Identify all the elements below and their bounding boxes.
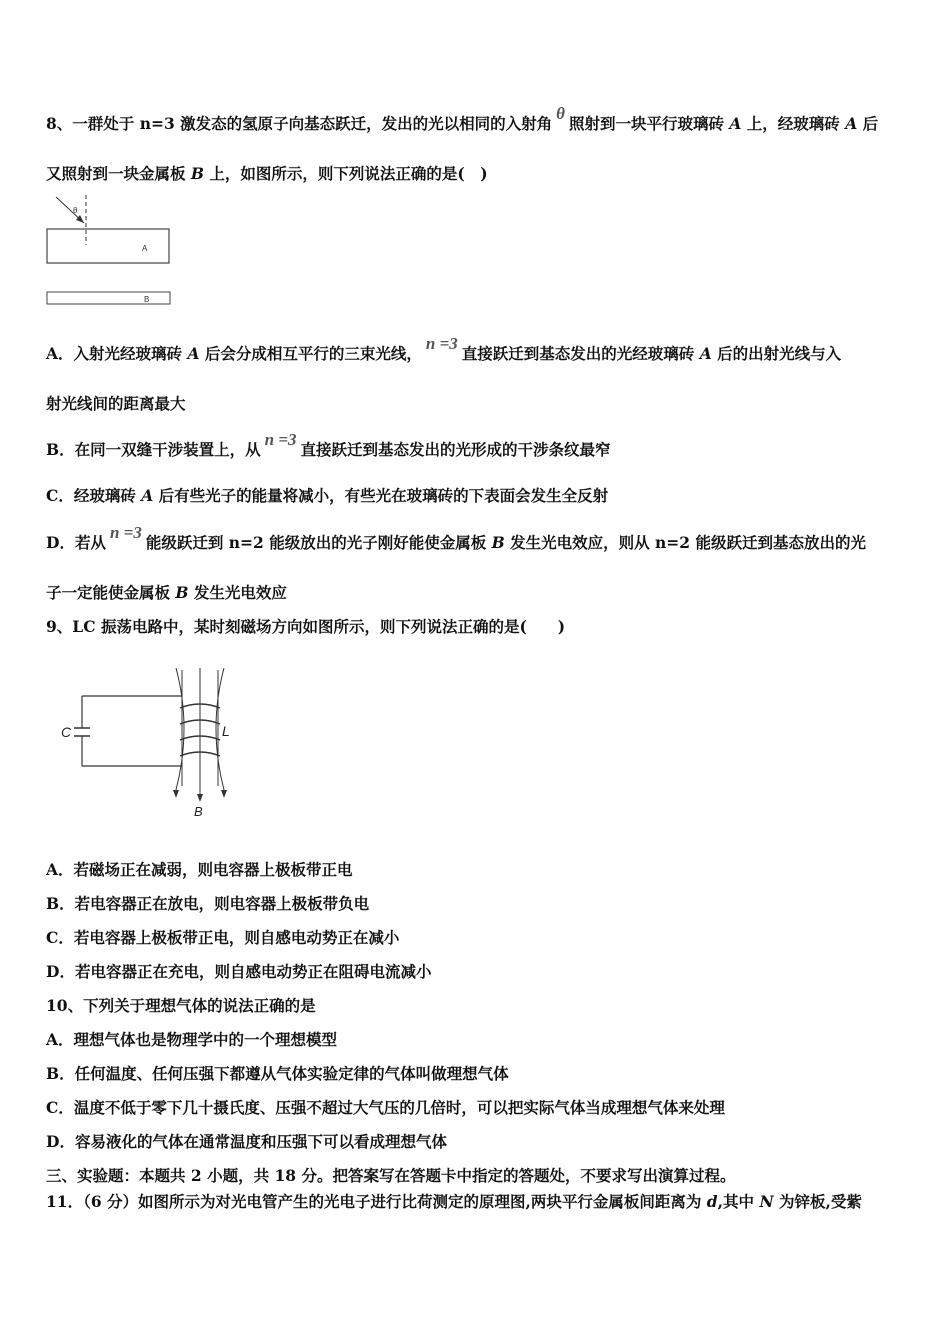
q10-option-d: D．容易液化的气体在通常温度和压强下可以看成理想气体	[46, 1132, 447, 1151]
brick-label-A: A	[142, 244, 148, 253]
q8-option-a-line1: A．入射光经玻璃砖 A 后会分成相互平行的三束光线，n =3直接跃迁到基态发出的光经玻璃砖 A 后的出射光线与入	[46, 334, 842, 363]
q8-stem-line2: 又照射到一块金属板 B 上，如图所示，则下列说法正确的是( )	[46, 164, 488, 183]
field-arrow-left	[173, 790, 179, 798]
q8-figure	[44, 193, 174, 308]
section-3-heading: 三、实验题：本题共 2 小题，共 18 分。把答案写在答题卡中指定的答题处，不要求写出演算过程。	[46, 1166, 736, 1185]
theta-symbol: θ	[556, 104, 565, 123]
q8-option-c: C．经玻璃砖 A 后有些光子的能量将减小，有些光在玻璃砖的下表面会发生全反射	[46, 486, 609, 505]
q9-option-d: D．若电容器正在充电，则自感电动势正在阻碍电流减小	[46, 962, 432, 981]
q8-option-d-line1: D．若从n =3能级跃迁到 n=2 能级放出的光子刚好能使金属板 B 发生光电效应，则从 n=2 能级跃迁到基态放出的光	[46, 523, 866, 552]
metal-plate-B	[47, 292, 170, 304]
q11-stem: 11．（6 分）如图所示为对光电管产生的光电子进行比荷测定的原理图,两块平行金属板间距离为 d,其中 N 为锌板,受紫	[46, 1192, 862, 1211]
q8-option-b: B．在同一双缝干涉装置上，从n =3直接跃迁到基态发出的光形成的干涉条纹最窄	[46, 430, 611, 459]
magnetic-field-label: B	[194, 804, 203, 819]
glass-brick-A	[47, 229, 169, 263]
q10-stem: 10、下列关于理想气体的说法正确的是	[46, 996, 316, 1015]
field-arrow-middle	[197, 794, 203, 802]
q9-stem: 9、LC 振荡电路中，某时刻磁场方向如图所示，则下列说法正确的是( )	[46, 617, 566, 636]
field-arrow-right	[221, 790, 227, 798]
q10-option-c: C．温度不低于零下几十摄氏度、压强不超过大气压的几倍时，可以把实际气体当成理想气体来处理	[46, 1098, 725, 1117]
q9-option-b: B．若电容器正在放电，则电容器上极板带负电	[46, 894, 370, 913]
q8-option-d-line2: 子一定能使金属板 B 发生光电效应	[46, 583, 287, 602]
q8-stem-line1: 8、一群处于 n=3 激发态的氢原子向基态跃迁，发出的光以相同的入射角θ照射到一块平行玻璃砖 A 上，经玻璃砖 A 后	[46, 104, 879, 133]
q10-option-a: A．理想气体也是物理学中的一个理想模型	[46, 1030, 338, 1049]
plate-label-B: B	[144, 295, 150, 304]
capacitor-label: C	[61, 724, 72, 740]
q10-option-b: B．任何温度、任何压强下都遵从气体实验定律的气体叫做理想气体	[46, 1064, 509, 1083]
q9-option-a: A．若磁场正在减弱，则电容器上极板带正电	[46, 860, 353, 879]
q8-option-a-line2: 射光线间的距离最大	[46, 394, 186, 413]
inductor-label: L	[222, 723, 230, 739]
q9-option-c: C．若电容器上极板带正电，则自感电动势正在减小	[46, 928, 400, 947]
theta-label: θ	[73, 206, 78, 215]
lc-circuit-figure	[58, 662, 248, 822]
